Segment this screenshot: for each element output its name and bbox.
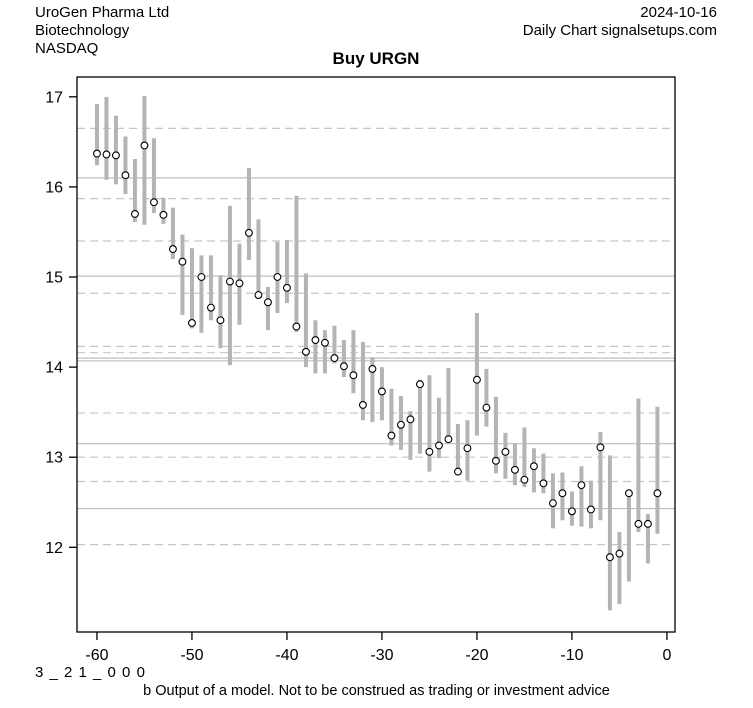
close-price-marker bbox=[654, 490, 661, 497]
close-price-marker bbox=[512, 466, 519, 473]
close-price-marker bbox=[94, 150, 101, 157]
close-price-marker bbox=[255, 292, 262, 299]
close-price-marker bbox=[274, 274, 281, 281]
close-price-marker bbox=[483, 404, 490, 411]
close-price-marker bbox=[398, 421, 405, 428]
close-price-marker bbox=[635, 520, 642, 527]
close-price-marker bbox=[426, 448, 433, 455]
close-price-marker bbox=[578, 482, 585, 489]
close-price-marker bbox=[597, 444, 604, 451]
close-price-marker bbox=[645, 520, 652, 527]
x-tick-label: -40 bbox=[275, 647, 299, 664]
y-tick-label: 14 bbox=[45, 359, 63, 377]
company-sector: Biotechnology bbox=[35, 22, 130, 39]
x-tick-label: -50 bbox=[180, 647, 204, 664]
close-price-marker bbox=[616, 550, 623, 557]
x-tick-label: -20 bbox=[465, 647, 489, 664]
close-price-marker bbox=[521, 476, 528, 483]
close-price-marker bbox=[350, 372, 357, 379]
close-price-marker bbox=[436, 442, 443, 449]
close-price-marker bbox=[265, 299, 272, 306]
company-name: UroGen Pharma Ltd bbox=[35, 4, 170, 21]
close-price-marker bbox=[284, 284, 291, 291]
close-price-marker bbox=[445, 436, 452, 443]
close-price-marker bbox=[360, 402, 367, 409]
y-tick-label: 12 bbox=[45, 539, 63, 557]
close-price-marker bbox=[217, 317, 224, 324]
chart-date: 2024-10-16 bbox=[640, 4, 717, 21]
x-tick-label: 0 bbox=[662, 647, 672, 664]
chart-title: Buy URGN bbox=[332, 49, 420, 68]
close-price-marker bbox=[227, 278, 234, 285]
close-price-marker bbox=[341, 363, 348, 370]
close-price-marker bbox=[303, 348, 310, 355]
close-price-marker bbox=[455, 468, 462, 475]
close-price-marker bbox=[293, 323, 300, 330]
close-price-marker bbox=[179, 258, 186, 265]
close-price-marker bbox=[559, 490, 566, 497]
close-price-marker bbox=[236, 280, 243, 287]
close-price-marker bbox=[588, 506, 595, 513]
close-price-marker bbox=[540, 480, 547, 487]
close-price-marker bbox=[388, 432, 395, 439]
footer-disclaimer: b Output of a model. Not to be construed as trading or investment advice bbox=[143, 683, 610, 699]
y-tick-label: 16 bbox=[45, 179, 63, 197]
close-price-marker bbox=[170, 246, 177, 253]
close-price-marker bbox=[331, 355, 338, 362]
close-price-marker bbox=[160, 211, 167, 218]
close-price-marker bbox=[189, 320, 196, 327]
x-tick-label: -30 bbox=[370, 647, 394, 664]
close-price-marker bbox=[464, 445, 471, 452]
close-price-marker bbox=[417, 381, 424, 388]
close-price-marker bbox=[208, 304, 215, 311]
close-price-marker bbox=[502, 448, 509, 455]
x-tick-label: -10 bbox=[560, 647, 584, 664]
close-price-marker bbox=[132, 211, 139, 218]
close-price-marker bbox=[198, 274, 205, 281]
close-price-marker bbox=[474, 376, 481, 383]
close-price-marker bbox=[493, 457, 500, 464]
y-tick-label: 13 bbox=[45, 449, 63, 467]
close-price-marker bbox=[569, 508, 576, 515]
close-price-marker bbox=[312, 337, 319, 344]
close-price-marker bbox=[151, 199, 158, 206]
close-price-marker bbox=[550, 500, 557, 507]
y-tick-label: 17 bbox=[45, 89, 63, 107]
close-price-marker bbox=[122, 172, 129, 179]
close-price-marker bbox=[246, 229, 253, 236]
close-price-marker bbox=[531, 463, 538, 470]
y-tick-label: 15 bbox=[45, 269, 63, 287]
close-price-marker bbox=[407, 416, 414, 423]
close-price-marker bbox=[322, 339, 329, 346]
close-price-marker bbox=[379, 388, 386, 395]
close-price-marker bbox=[141, 142, 148, 149]
chart-source-label: Daily Chart signalsetups.com bbox=[522, 22, 717, 39]
close-price-marker bbox=[103, 151, 110, 158]
close-price-marker bbox=[626, 490, 633, 497]
plot-border bbox=[77, 77, 675, 632]
close-price-marker bbox=[607, 554, 614, 561]
x-tick-label: -60 bbox=[85, 647, 109, 664]
footer-model-code: 3 _ 2 1 _ 0 0 0 bbox=[35, 664, 146, 681]
close-price-marker bbox=[113, 152, 120, 159]
company-exchange: NASDAQ bbox=[35, 40, 99, 57]
close-price-marker bbox=[369, 366, 376, 373]
